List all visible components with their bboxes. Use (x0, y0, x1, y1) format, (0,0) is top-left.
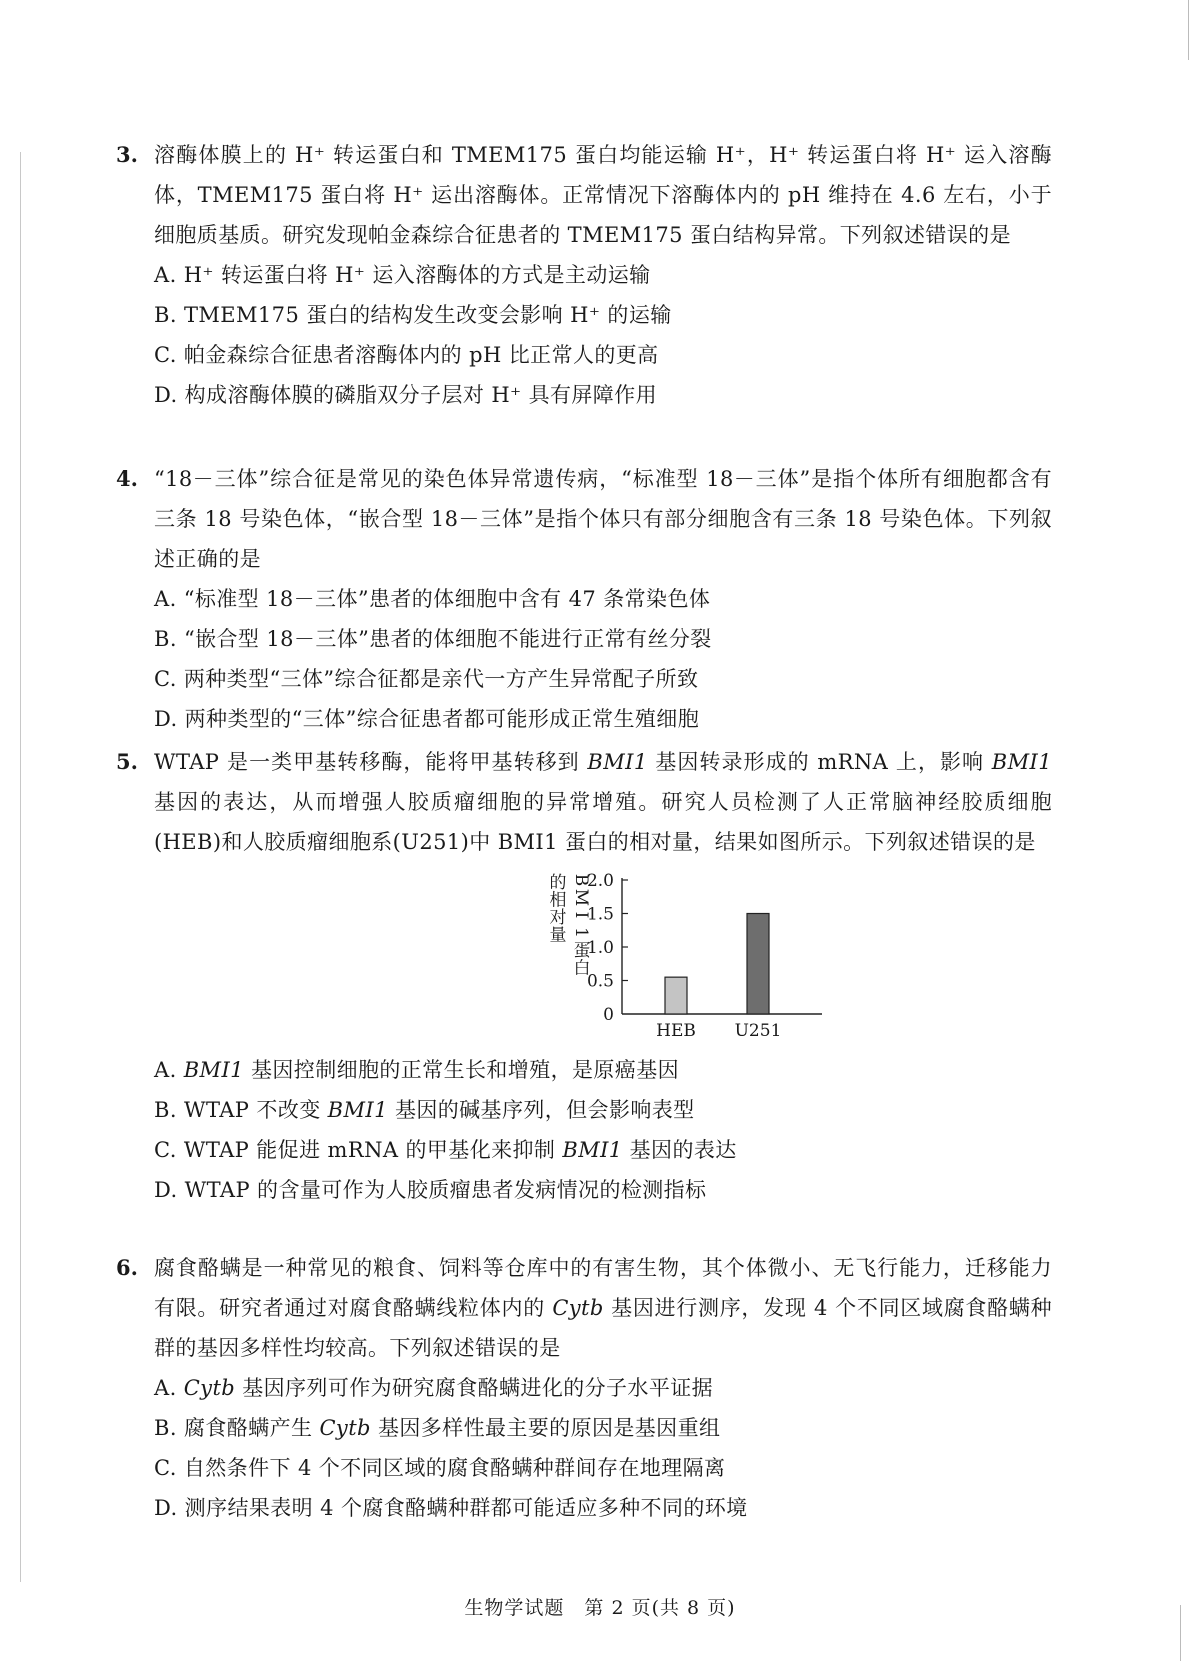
question-3 (116, 135, 1052, 415)
option-b: B. TMEM175 蛋白的结构发生改变会影响 H⁺ 的运输 (154, 303, 672, 327)
option-c: C. 两种类型“三体”综合征都是亲代一方产生异常配子所致 (154, 667, 699, 691)
gene-name: Cytb (552, 1296, 604, 1320)
y-tick-label: 1.5 (586, 904, 614, 925)
opt-text: 基因的碱基序列，但会影响表型 (387, 1098, 695, 1122)
option-c: C. 帕金森综合征患者溶酶体内的 pH 比正常人的更高 (154, 343, 659, 367)
gene-name: BMI1 (327, 1098, 388, 1122)
option-b (154, 1090, 1052, 1130)
y-axis-label-char: I (571, 911, 591, 919)
opt-text: D. WTAP 的含量可作为人胶质瘤患者发病情况的检测指标 (154, 1178, 707, 1202)
y-axis-label-char: 对 (549, 908, 567, 928)
y-axis-label-char: B (571, 873, 591, 887)
y-axis-label-char: 蛋 (573, 941, 591, 961)
question-stem (154, 742, 1052, 862)
opt-text: C. 自然条件下 4 个不同区域的腐食酪螨种群间存在地理隔离 (154, 1456, 726, 1480)
question-4 (116, 459, 1052, 739)
question-5 (116, 742, 1052, 1210)
option-c (154, 1130, 1052, 1170)
y-axis-label-char: 量 (549, 925, 567, 946)
y-axis-label-char: 的 (549, 873, 567, 893)
option-a (154, 1368, 1052, 1408)
chart-svg (444, 862, 782, 1050)
y-tick-label: 0.5 (586, 971, 614, 992)
opt-text: C. WTAP 能促进 mRNA 的甲基化来抑制 (154, 1138, 563, 1162)
y-axis-label-char: 相 (549, 890, 567, 911)
gene-name: BMI1 (562, 1138, 623, 1162)
option-b (154, 1408, 1052, 1448)
option-d: D. 两种类型的“三体”综合征患者都可能形成正常生殖细胞 (154, 707, 700, 731)
opt-text: B. 腐食酪螨产生 (154, 1416, 320, 1440)
opt-text: D. 测序结果表明 4 个腐食酪螨种群都可能适应多种不同的环境 (154, 1496, 748, 1520)
gene-name: BMI1 (991, 750, 1052, 774)
y-tick-label: 2.0 (586, 871, 614, 891)
gene-name: BMI1 (587, 750, 648, 774)
opt-text: B. WTAP 不改变 (154, 1098, 328, 1122)
x-tick-label: HEB (656, 1021, 696, 1041)
gene-name: Cytb (319, 1416, 371, 1440)
opt-text: 基因序列可作为研究腐食酪螨进化的分子水平证据 (235, 1376, 714, 1400)
question-stem: 溶酶体膜上的 H⁺ 转运蛋白和 TMEM175 蛋白均能运输 H⁺，H⁺ 转运蛋白将 H⁺ 运入溶酶体，TMEM175 蛋白将 H⁺ 运出溶酶体。正常情况下溶酶体内的 pH 维持在 4.6 左右，小于细胞质基质。研究发现帕金森综合征患者的 TMEM175 蛋白结构异常。下列叙述错误的是 (154, 143, 1052, 247)
stem-text: 基因的表达，从而增强人胶质瘤细胞的异常增殖。研究人员检测了人正常脑神经胶质细胞(HEB)和人胶质瘤细胞系(U251)中 BMI1 蛋白的相对量，结果如图所示。下列叙述错误的是 (154, 790, 1052, 854)
bmi1-bar-chart (116, 862, 1052, 1050)
y-tick-label: 1.0 (586, 938, 614, 958)
gene-name: Cytb (183, 1376, 236, 1400)
question-number: 4. (116, 466, 138, 491)
left-margin-rule (20, 152, 21, 1582)
stem-text: 基因进行测序，发现 4 个不同区域腐食酪螨种群的基因多样性均较高。下列叙述错误的是 (154, 1296, 1052, 1360)
option-d (154, 1488, 1052, 1528)
right-edge-mark (1188, 0, 1189, 60)
question-stem (154, 1248, 1052, 1368)
y-tick-label: 0 (603, 1005, 614, 1025)
option-a (154, 1050, 1052, 1090)
opt-text: 基因的表达 (622, 1138, 737, 1162)
question-number: 5. (116, 749, 138, 774)
bar-heb (665, 977, 687, 1014)
option-c (154, 1448, 1052, 1488)
stem-text: 腐食酪螨是一种常见的粮食、饲料等仓库中的有害生物，其个体微小、无飞行能力，迁移能力有限。研究者通过对腐食酪螨线粒体内的 (154, 1256, 1052, 1320)
option-a: A. “标准型 18－三体”患者的体细胞中含有 47 条常染色体 (154, 587, 711, 611)
opt-text: A. (154, 1058, 184, 1082)
opt-text: A. (154, 1376, 184, 1400)
bar-u251 (747, 914, 769, 1015)
gene-name: BMI1 (183, 1058, 244, 1082)
stem-text: 基因转录形成的 mRNA 上，影响 (647, 750, 992, 774)
y-axis-label-char: 1 (571, 927, 591, 938)
question-number: 6. (116, 1255, 138, 1280)
question-6 (116, 1248, 1052, 1528)
option-d: D. 构成溶酶体膜的磷脂双分子层对 H⁺ 具有屏障作用 (154, 383, 657, 407)
stem-text: WTAP 是一类甲基转移酶，能将甲基转移到 (154, 750, 588, 774)
opt-text: 基因控制细胞的正常生长和增殖，是原癌基因 (243, 1058, 679, 1082)
option-b: B. “嵌合型 18－三体”患者的体细胞不能进行正常有丝分裂 (154, 627, 712, 651)
x-tick-label: U251 (734, 1021, 782, 1041)
page-footer: 生物学试题 第 2 页(共 8 页) (464, 1597, 736, 1619)
question-number: 3. (116, 142, 138, 167)
question-stem: “18－三体”综合征是常见的染色体异常遗传病，“标准型 18－三体”是指个体所有细胞都含有三条 18 号染色体，“嵌合型 18－三体”是指个体只有部分细胞含有三条 18 号染色体。下列叙述正确的是 (154, 467, 1052, 571)
option-d (154, 1170, 1052, 1210)
opt-text: 基因多样性最主要的原因是基因重组 (370, 1416, 721, 1440)
y-axis-label-char: 白 (573, 958, 591, 979)
y-axis-label-char: M (571, 888, 591, 907)
option-a: A. H⁺ 转运蛋白将 H⁺ 运入溶酶体的方式是主动运输 (154, 263, 651, 287)
